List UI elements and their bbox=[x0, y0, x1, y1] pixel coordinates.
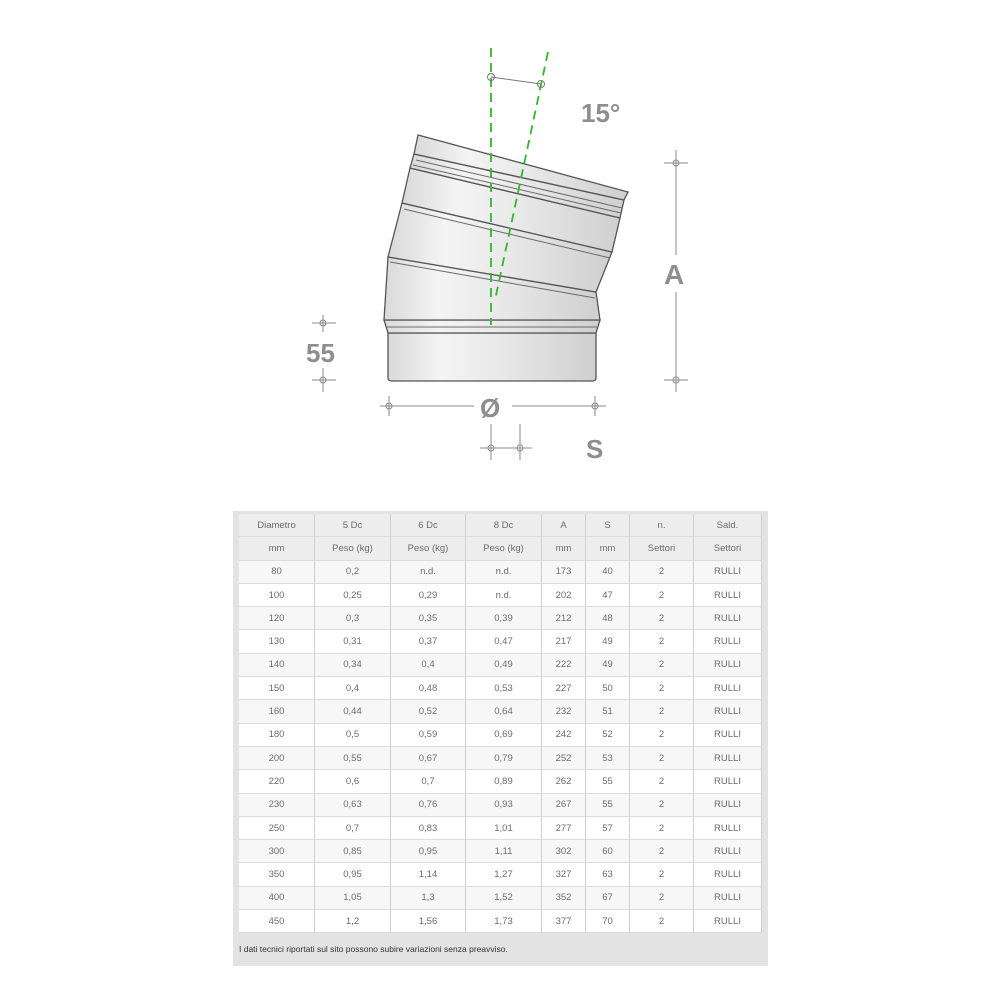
table-cell: S bbox=[586, 514, 630, 537]
table-cell: 230 bbox=[239, 794, 315, 817]
table-cell: 400 bbox=[239, 887, 315, 910]
table-row bbox=[239, 561, 762, 584]
table-cell: 0,4 bbox=[315, 677, 391, 700]
table-cell: 252 bbox=[542, 747, 586, 770]
table-row bbox=[239, 630, 762, 653]
table-cell: A bbox=[542, 514, 586, 537]
table-cell: 250 bbox=[239, 817, 315, 840]
table-cell: RULLI bbox=[694, 700, 762, 723]
table-cell: 53 bbox=[586, 747, 630, 770]
table-cell: 48 bbox=[586, 607, 630, 630]
table-cell: 0,39 bbox=[466, 607, 542, 630]
table-cell: n.d. bbox=[466, 584, 542, 607]
table-cell: 1,73 bbox=[466, 910, 542, 933]
table-cell: 2 bbox=[630, 677, 694, 700]
table-row bbox=[239, 747, 762, 770]
table-cell: 302 bbox=[542, 840, 586, 863]
table-row bbox=[239, 724, 762, 747]
table-cell: 5 Dc bbox=[315, 514, 391, 537]
table-cell: 63 bbox=[586, 863, 630, 886]
table-row bbox=[239, 887, 762, 910]
height-label: A bbox=[664, 259, 685, 290]
table-cell: 0,5 bbox=[315, 724, 391, 747]
table-cell: n. bbox=[630, 514, 694, 537]
table-cell: 300 bbox=[239, 840, 315, 863]
table-row bbox=[239, 654, 762, 677]
table-cell: 150 bbox=[239, 677, 315, 700]
table-cell: 0,64 bbox=[466, 700, 542, 723]
table-cell: 220 bbox=[239, 770, 315, 793]
table-cell: 350 bbox=[239, 863, 315, 886]
offset-label: S bbox=[586, 434, 604, 464]
table-row bbox=[239, 584, 762, 607]
table-cell: Peso (kg) bbox=[466, 537, 542, 560]
table-cell: Diametro bbox=[239, 514, 315, 537]
table-cell: 2 bbox=[630, 630, 694, 653]
table-cell: 52 bbox=[586, 724, 630, 747]
table-cell: RULLI bbox=[694, 910, 762, 933]
table-cell: 2 bbox=[630, 770, 694, 793]
table-row bbox=[239, 910, 762, 933]
table-cell: 2 bbox=[630, 607, 694, 630]
table-row bbox=[239, 607, 762, 630]
table-cell: 0,37 bbox=[391, 630, 466, 653]
table-cell: 450 bbox=[239, 910, 315, 933]
table-cell: 0,7 bbox=[391, 770, 466, 793]
dimension-offset bbox=[480, 424, 532, 460]
table-cell: 0,29 bbox=[391, 584, 466, 607]
table-cell: 0,31 bbox=[315, 630, 391, 653]
table-cell: 2 bbox=[630, 747, 694, 770]
table-cell: RULLI bbox=[694, 817, 762, 840]
table-cell: RULLI bbox=[694, 654, 762, 677]
table-cell: RULLI bbox=[694, 584, 762, 607]
table-cell: 2 bbox=[630, 654, 694, 677]
disclaimer-note: I dati tecnici riportati sul sito possono subire variazioni senza preavviso. bbox=[239, 944, 508, 954]
table-cell: 8 Dc bbox=[466, 514, 542, 537]
table-cell: 60 bbox=[586, 840, 630, 863]
table-cell: RULLI bbox=[694, 840, 762, 863]
table-cell: n.d. bbox=[391, 561, 466, 584]
elbow-technical-drawing bbox=[0, 0, 1000, 480]
table-cell: 51 bbox=[586, 700, 630, 723]
table-cell: 267 bbox=[542, 794, 586, 817]
table-cell: 352 bbox=[542, 887, 586, 910]
table-row bbox=[239, 840, 762, 863]
table-cell: 200 bbox=[239, 747, 315, 770]
table-cell: 50 bbox=[586, 677, 630, 700]
table-cell: 1,56 bbox=[391, 910, 466, 933]
table-cell: 1,01 bbox=[466, 817, 542, 840]
table-cell: 67 bbox=[586, 887, 630, 910]
table-cell: RULLI bbox=[694, 863, 762, 886]
table-cell: 2 bbox=[630, 887, 694, 910]
table-cell: 70 bbox=[586, 910, 630, 933]
table-cell: 130 bbox=[239, 630, 315, 653]
table-cell: mm bbox=[239, 537, 315, 560]
table-cell: 120 bbox=[239, 607, 315, 630]
table-cell: 2 bbox=[630, 863, 694, 886]
table-cell: RULLI bbox=[694, 887, 762, 910]
table-cell: 180 bbox=[239, 724, 315, 747]
table-cell: 0,35 bbox=[391, 607, 466, 630]
table-row bbox=[239, 817, 762, 840]
table-cell: 80 bbox=[239, 561, 315, 584]
table-cell: 49 bbox=[586, 654, 630, 677]
table-cell: 6 Dc bbox=[391, 514, 466, 537]
table-cell: RULLI bbox=[694, 561, 762, 584]
table-cell: 0,47 bbox=[466, 630, 542, 653]
table-cell: 57 bbox=[586, 817, 630, 840]
table-row bbox=[239, 863, 762, 886]
table-cell: 1,3 bbox=[391, 887, 466, 910]
table-cell: 222 bbox=[542, 654, 586, 677]
table-cell: 2 bbox=[630, 700, 694, 723]
bottom-collar bbox=[388, 333, 596, 381]
table-cell: 100 bbox=[239, 584, 315, 607]
table-cell: 0,85 bbox=[315, 840, 391, 863]
table-cell: 0,48 bbox=[391, 677, 466, 700]
table-cell: Settori bbox=[694, 537, 762, 560]
table-cell: 2 bbox=[630, 817, 694, 840]
table-cell: 0,79 bbox=[466, 747, 542, 770]
table-cell: 0,63 bbox=[315, 794, 391, 817]
table-cell: 1,11 bbox=[466, 840, 542, 863]
table-cell: 160 bbox=[239, 700, 315, 723]
table-cell: 1,27 bbox=[466, 863, 542, 886]
table-cell: mm bbox=[586, 537, 630, 560]
table-cell: 0,52 bbox=[391, 700, 466, 723]
table-cell: 262 bbox=[542, 770, 586, 793]
table-cell: RULLI bbox=[694, 794, 762, 817]
table-cell: 0,67 bbox=[391, 747, 466, 770]
table-cell: RULLI bbox=[694, 747, 762, 770]
table-cell: 277 bbox=[542, 817, 586, 840]
table-cell: 227 bbox=[542, 677, 586, 700]
angle-indicator bbox=[488, 74, 545, 88]
table-cell: 0,95 bbox=[315, 863, 391, 886]
table-cell: 55 bbox=[586, 794, 630, 817]
table-row bbox=[239, 677, 762, 700]
table-cell: Peso (kg) bbox=[315, 537, 391, 560]
table-cell: 0,25 bbox=[315, 584, 391, 607]
table-cell: 0,95 bbox=[391, 840, 466, 863]
table-cell: Settori bbox=[630, 537, 694, 560]
table-cell: 232 bbox=[542, 700, 586, 723]
table-cell: 1,05 bbox=[315, 887, 391, 910]
table-cell: RULLI bbox=[694, 607, 762, 630]
table-cell: 0,59 bbox=[391, 724, 466, 747]
table-cell: 1,52 bbox=[466, 887, 542, 910]
diameter-label: Ø bbox=[480, 393, 501, 423]
table-cell: 377 bbox=[542, 910, 586, 933]
table-cell: 2 bbox=[630, 794, 694, 817]
table-row bbox=[239, 700, 762, 723]
elbow-body bbox=[384, 135, 628, 381]
table-cell: Sald. bbox=[694, 514, 762, 537]
table-cell: 140 bbox=[239, 654, 315, 677]
table-cell: 242 bbox=[542, 724, 586, 747]
table-cell: RULLI bbox=[694, 770, 762, 793]
table-cell: 0,6 bbox=[315, 770, 391, 793]
table-cell: 0,55 bbox=[315, 747, 391, 770]
spec-table-panel bbox=[233, 511, 768, 966]
table-cell: 327 bbox=[542, 863, 586, 886]
table-cell: 217 bbox=[542, 630, 586, 653]
table-cell: 212 bbox=[542, 607, 586, 630]
table-cell: 2 bbox=[630, 724, 694, 747]
table-cell: 0,93 bbox=[466, 794, 542, 817]
table-cell: 173 bbox=[542, 561, 586, 584]
table-cell: RULLI bbox=[694, 724, 762, 747]
table-unit-row bbox=[239, 537, 762, 560]
table-cell: 0,44 bbox=[315, 700, 391, 723]
table-cell: 2 bbox=[630, 910, 694, 933]
table-cell: 2 bbox=[630, 561, 694, 584]
table-cell: 202 bbox=[542, 584, 586, 607]
collar-label: 55 bbox=[306, 338, 335, 368]
angle-label: 15° bbox=[581, 98, 621, 128]
table-cell: 0,89 bbox=[466, 770, 542, 793]
table-cell: 0,34 bbox=[315, 654, 391, 677]
table-cell: 0,69 bbox=[466, 724, 542, 747]
table-cell: 0,83 bbox=[391, 817, 466, 840]
table-cell: 49 bbox=[586, 630, 630, 653]
spec-table bbox=[239, 514, 762, 933]
table-row bbox=[239, 794, 762, 817]
table-cell: 55 bbox=[586, 770, 630, 793]
table-cell: mm bbox=[542, 537, 586, 560]
table-cell: 0,53 bbox=[466, 677, 542, 700]
table-header-row bbox=[239, 514, 762, 537]
table-row bbox=[239, 770, 762, 793]
table-cell: 0,3 bbox=[315, 607, 391, 630]
table-cell: 0,7 bbox=[315, 817, 391, 840]
table-cell: 47 bbox=[586, 584, 630, 607]
table-cell: 1,14 bbox=[391, 863, 466, 886]
table-cell: RULLI bbox=[694, 630, 762, 653]
table-cell: 0,4 bbox=[391, 654, 466, 677]
table-cell: n.d. bbox=[466, 561, 542, 584]
table-cell: 1,2 bbox=[315, 910, 391, 933]
table-cell: 0,2 bbox=[315, 561, 391, 584]
table-cell: 0,76 bbox=[391, 794, 466, 817]
table-cell: 2 bbox=[630, 584, 694, 607]
table-cell: 2 bbox=[630, 840, 694, 863]
table-cell: RULLI bbox=[694, 677, 762, 700]
table-cell: 0,49 bbox=[466, 654, 542, 677]
table-cell: 40 bbox=[586, 561, 630, 584]
table-cell: Peso (kg) bbox=[391, 537, 466, 560]
